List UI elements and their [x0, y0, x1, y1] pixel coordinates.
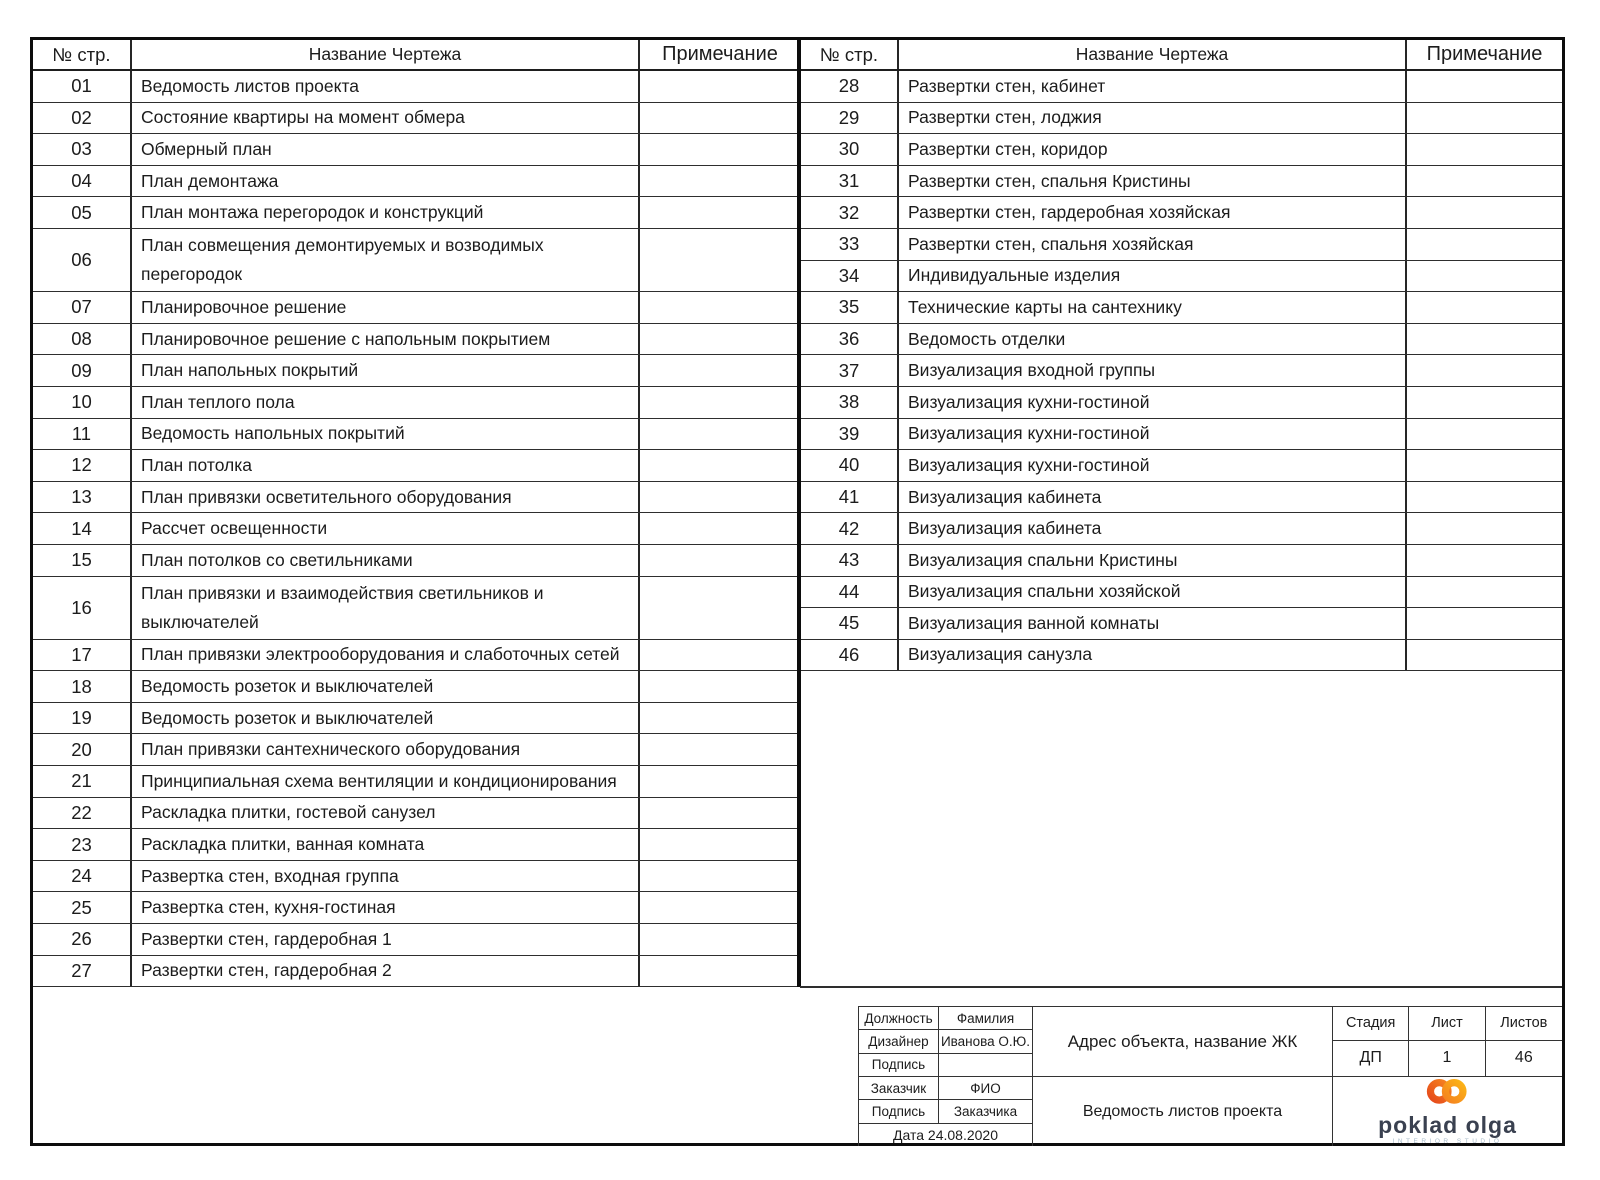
- table-row: [33, 134, 800, 166]
- row-drawing-title: Ведомость листов проекта: [132, 71, 640, 102]
- stage-label: Стадия: [1333, 1007, 1409, 1041]
- header-page-number: № стр.: [801, 40, 899, 69]
- table-row: [33, 545, 800, 577]
- row-drawing-title: Раскладка плитки, ванная комната: [132, 829, 640, 860]
- table-row: [33, 419, 800, 451]
- table-row: [801, 261, 1562, 293]
- row-page-number: 14: [33, 513, 132, 544]
- row-note: [640, 734, 800, 765]
- table-row: [33, 71, 800, 103]
- table-row: [801, 292, 1562, 324]
- table-body-right: [801, 71, 1562, 671]
- header-note: Примечание: [1426, 43, 1543, 65]
- row-note: [640, 861, 800, 892]
- row-page-number: 24: [33, 861, 132, 892]
- table-row: [801, 355, 1562, 387]
- row-page-number: 11: [33, 419, 132, 450]
- table-row: [801, 387, 1562, 419]
- row-note: [640, 829, 800, 860]
- row-page-number: 37: [801, 355, 899, 386]
- table-row: [33, 671, 800, 703]
- row-drawing-title: Развертки стен, гардеробная 1: [132, 924, 640, 955]
- table-row: [801, 450, 1562, 482]
- row-note: [1407, 513, 1562, 544]
- field-value: Заказчика: [953, 1103, 1018, 1119]
- table-row: [33, 798, 800, 830]
- row-note: [640, 103, 800, 134]
- row-page-number: 04: [33, 166, 132, 197]
- header-note: Примечание: [662, 43, 778, 65]
- row-note: [1407, 387, 1562, 418]
- row-drawing-title: Планировочное решение: [132, 292, 640, 323]
- field-label: Подпись: [859, 1100, 939, 1122]
- row-drawing-title: Визуализация кабинета: [899, 513, 1407, 544]
- row-drawing-title: План привязки и взаимодействия светильников и выключателей: [132, 577, 640, 639]
- row-note: [640, 419, 800, 450]
- table-row: [801, 419, 1562, 451]
- row-note: [640, 229, 800, 291]
- row-page-number: 03: [33, 134, 132, 165]
- studio-logo: [1333, 1077, 1562, 1146]
- row-note: [640, 892, 800, 923]
- row-drawing-title: Ведомость отделки: [899, 324, 1407, 355]
- row-note: [1407, 197, 1562, 228]
- row-note: [1407, 355, 1562, 386]
- row-note: [640, 482, 800, 513]
- document-title: Ведомость листов проекта: [1082, 1102, 1283, 1120]
- row-note: [1407, 229, 1562, 260]
- row-page-number: 41: [801, 482, 899, 513]
- table-row: [801, 513, 1562, 545]
- footer-divider-line: [800, 986, 1562, 988]
- row-note: [1407, 166, 1562, 197]
- row-drawing-title: Раскладка плитки, гостевой санузел: [132, 798, 640, 829]
- row-note: [1407, 640, 1562, 671]
- row-note: [640, 324, 800, 355]
- header-drawing-title: Название Чертежа: [899, 40, 1407, 69]
- row-drawing-title: План напольных покрытий: [132, 355, 640, 386]
- table-row: [801, 229, 1562, 261]
- row-drawing-title: Ведомость розеток и выключателей: [132, 671, 640, 702]
- row-drawing-title: Визуализация ванной комнаты: [899, 608, 1407, 639]
- row-page-number: 28: [801, 71, 899, 102]
- row-drawing-title: Развертки стен, спальня Кристины: [899, 166, 1407, 197]
- row-drawing-title: Индивидуальные изделия: [899, 261, 1407, 292]
- row-drawing-title: План монтажа перегородок и конструкций: [132, 197, 640, 228]
- title-block-row: [859, 1007, 1032, 1030]
- row-drawing-title: Визуализация спальни Кристины: [899, 545, 1407, 576]
- table-header: [801, 40, 1562, 71]
- row-page-number: 13: [33, 482, 132, 513]
- row-page-number: 33: [801, 229, 899, 260]
- table-row: [33, 956, 800, 988]
- tables-divider: [797, 40, 801, 987]
- row-drawing-title: Визуализация кухни-гостиной: [899, 419, 1407, 450]
- row-drawing-title: Состояние квартиры на момент обмера: [132, 103, 640, 134]
- row-drawing-title: Ведомость розеток и выключателей: [132, 703, 640, 734]
- table-row: [33, 482, 800, 514]
- table-row: [33, 703, 800, 735]
- row-drawing-title: Развертки стен, кабинет: [899, 71, 1407, 102]
- row-note: [640, 703, 800, 734]
- row-note: [1407, 103, 1562, 134]
- row-page-number: 42: [801, 513, 899, 544]
- table-row: [801, 197, 1562, 229]
- row-note: [1407, 71, 1562, 102]
- field-value: [939, 1054, 1032, 1076]
- table-row: [33, 355, 800, 387]
- row-note: [640, 197, 800, 228]
- row-page-number: 05: [33, 197, 132, 228]
- table-row: [33, 861, 800, 893]
- field-label: Заказчик: [859, 1077, 939, 1099]
- row-drawing-title: Визуализация кабинета: [899, 482, 1407, 513]
- row-note: [640, 924, 800, 955]
- row-note: [640, 671, 800, 702]
- row-drawing-title: План привязки осветительного оборудования: [132, 482, 640, 513]
- row-page-number: 02: [33, 103, 132, 134]
- table-body-left: [33, 71, 800, 987]
- row-drawing-title: Развертки стен, спальня хозяйская: [899, 229, 1407, 260]
- object-address: Адрес объекта, название ЖК: [1033, 1007, 1332, 1077]
- row-page-number: 21: [33, 766, 132, 797]
- table-row: [33, 513, 800, 545]
- stage-value: ДП: [1333, 1041, 1409, 1077]
- row-drawing-title: План привязки электрооборудования и слаботочных сетей: [132, 640, 640, 671]
- field-label: Должность: [859, 1007, 939, 1029]
- row-drawing-title: План демонтажа: [132, 166, 640, 197]
- row-note: [1407, 134, 1562, 165]
- row-note: [640, 166, 800, 197]
- table-row: [801, 577, 1562, 609]
- drawing-list-table-right: [801, 40, 1562, 671]
- table-row: [801, 134, 1562, 166]
- row-page-number: 46: [801, 640, 899, 671]
- title-block-project: [1033, 1007, 1333, 1146]
- field-label: Подпись: [859, 1054, 939, 1076]
- title-block-signatures: [859, 1007, 1033, 1146]
- row-page-number: 07: [33, 292, 132, 323]
- row-page-number: 26: [33, 924, 132, 955]
- row-drawing-title: Технические карты на сантехнику: [899, 292, 1407, 323]
- row-page-number: 35: [801, 292, 899, 323]
- row-note: [1407, 482, 1562, 513]
- logo-mark-icon: [1422, 1079, 1474, 1112]
- table-row: [33, 103, 800, 135]
- row-drawing-title: Визуализация кухни-гостиной: [899, 387, 1407, 418]
- title-block: [858, 1006, 1562, 1146]
- row-page-number: 31: [801, 166, 899, 197]
- row-drawing-title: Визуализация санузла: [899, 640, 1407, 671]
- table-row: [33, 450, 800, 482]
- table-row: [33, 292, 800, 324]
- table-row: [801, 71, 1562, 103]
- row-page-number: 22: [33, 798, 132, 829]
- row-page-number: 09: [33, 355, 132, 386]
- table-row: [33, 766, 800, 798]
- row-drawing-title: Визуализация спальни хозяйской: [899, 577, 1407, 608]
- row-page-number: 15: [33, 545, 132, 576]
- table-row: [33, 640, 800, 672]
- logo-wordmark: poklad olga: [1378, 1112, 1517, 1139]
- row-note: [640, 513, 800, 544]
- row-drawing-title: План совмещения демонтируемых и возводимых перегородок: [132, 229, 640, 291]
- table-row: [33, 166, 800, 198]
- table-row: [801, 103, 1562, 135]
- sheets-value: 46: [1514, 1049, 1533, 1067]
- row-page-number: 39: [801, 419, 899, 450]
- row-drawing-title: Обмерный план: [132, 134, 640, 165]
- row-note: [1407, 419, 1562, 450]
- field-value: ФИО: [970, 1080, 1001, 1096]
- row-page-number: 40: [801, 450, 899, 481]
- sheet-label: Лист: [1409, 1007, 1485, 1041]
- row-drawing-title: Развертки стен, коридор: [899, 134, 1407, 165]
- row-page-number: 27: [33, 956, 132, 987]
- row-note: [640, 355, 800, 386]
- row-note: [1407, 292, 1562, 323]
- field-label: Дизайнер: [859, 1030, 939, 1052]
- row-note: [1407, 608, 1562, 639]
- row-drawing-title: План потолков со светильниками: [132, 545, 640, 576]
- row-page-number: 06: [33, 229, 132, 291]
- header-page-number: № стр.: [33, 40, 132, 69]
- row-note: [1407, 261, 1562, 292]
- title-block-row: [859, 1124, 1032, 1146]
- row-page-number: 38: [801, 387, 899, 418]
- row-note: [640, 387, 800, 418]
- table-row: [33, 924, 800, 956]
- table-row: [33, 892, 800, 924]
- drawing-list-table-left: [33, 40, 800, 987]
- logo-tagline: INTERIOR STUDIO: [1392, 1138, 1503, 1146]
- header-drawing-title: Название Чертежа: [132, 40, 640, 69]
- row-note: [640, 798, 800, 829]
- title-block-stage: [1333, 1007, 1562, 1146]
- row-drawing-title: Ведомость напольных покрытий: [132, 419, 640, 450]
- row-note: [640, 134, 800, 165]
- title-block-row: [859, 1100, 1032, 1123]
- title-block-row: [859, 1054, 1032, 1077]
- title-block-row: [859, 1077, 1032, 1100]
- table-row: [33, 734, 800, 766]
- field-label: Дата 24.08.2020: [893, 1126, 998, 1143]
- sheets-label: Листов: [1486, 1007, 1562, 1041]
- row-note: [640, 450, 800, 481]
- table-row: [33, 229, 800, 292]
- row-page-number: 18: [33, 671, 132, 702]
- row-drawing-title: План потолка: [132, 450, 640, 481]
- row-note: [1407, 450, 1562, 481]
- row-drawing-title: Визуализация входной группы: [899, 355, 1407, 386]
- title-block-row: [859, 1030, 1032, 1053]
- row-note: [640, 545, 800, 576]
- row-drawing-title: План теплого пола: [132, 387, 640, 418]
- row-drawing-title: Визуализация кухни-гостиной: [899, 450, 1407, 481]
- row-note: [1407, 324, 1562, 355]
- table-row: [801, 482, 1562, 514]
- table-header: [33, 40, 800, 71]
- row-note: [640, 292, 800, 323]
- row-page-number: 19: [33, 703, 132, 734]
- field-value: Иванова О.Ю.: [940, 1033, 1031, 1049]
- row-page-number: 16: [33, 577, 132, 639]
- row-page-number: 36: [801, 324, 899, 355]
- table-row: [801, 545, 1562, 577]
- table-row: [33, 577, 800, 640]
- row-page-number: 34: [801, 261, 899, 292]
- row-drawing-title: Развертки стен, гардеробная 2: [132, 956, 640, 987]
- row-page-number: 17: [33, 640, 132, 671]
- row-page-number: 45: [801, 608, 899, 639]
- table-row: [33, 324, 800, 356]
- stage-grid: [1333, 1007, 1562, 1077]
- row-page-number: 44: [801, 577, 899, 608]
- row-page-number: 32: [801, 197, 899, 228]
- row-note: [640, 71, 800, 102]
- row-note: [1407, 545, 1562, 576]
- row-drawing-title: Развертка стен, входная группа: [132, 861, 640, 892]
- row-page-number: 12: [33, 450, 132, 481]
- row-note: [640, 640, 800, 671]
- row-drawing-title: Рассчет освещенности: [132, 513, 640, 544]
- row-page-number: 10: [33, 387, 132, 418]
- table-row: [33, 387, 800, 419]
- row-page-number: 01: [33, 71, 132, 102]
- row-drawing-title: Развертки стен, гардеробная хозяйская: [899, 197, 1407, 228]
- row-note: [1407, 577, 1562, 608]
- table-row: [801, 324, 1562, 356]
- row-drawing-title: Развертки стен, лоджия: [899, 103, 1407, 134]
- row-note: [640, 577, 800, 639]
- row-note: [640, 956, 800, 987]
- table-row: [801, 166, 1562, 198]
- table-row: [33, 829, 800, 861]
- row-page-number: 43: [801, 545, 899, 576]
- row-page-number: 20: [33, 734, 132, 765]
- row-page-number: 23: [33, 829, 132, 860]
- table-row: [801, 640, 1562, 672]
- table-row: [801, 608, 1562, 640]
- table-row: [33, 197, 800, 229]
- row-note: [640, 766, 800, 797]
- row-page-number: 08: [33, 324, 132, 355]
- row-drawing-title: План привязки сантехнического оборудования: [132, 734, 640, 765]
- row-drawing-title: Принципиальная схема вентиляции и кондиционирования: [132, 766, 640, 797]
- row-page-number: 25: [33, 892, 132, 923]
- sheet-value: 1: [1409, 1041, 1485, 1077]
- row-page-number: 30: [801, 134, 899, 165]
- row-drawing-title: Планировочное решение с напольным покрытием: [132, 324, 640, 355]
- field-value: Фамилия: [956, 1010, 1015, 1026]
- row-drawing-title: Развертка стен, кухня-гостиная: [132, 892, 640, 923]
- row-page-number: 29: [801, 103, 899, 134]
